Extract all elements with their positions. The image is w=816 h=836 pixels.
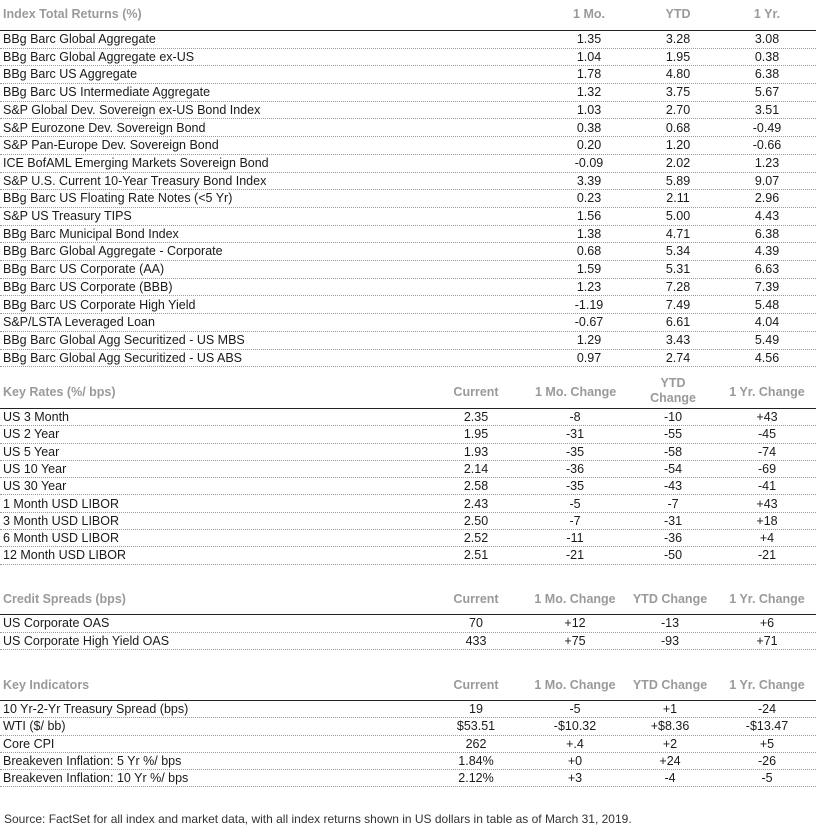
row-value: -$13.47 [745, 719, 789, 734]
row-value: -74 [757, 444, 777, 459]
row-value: -43 [663, 479, 683, 494]
row-value: -41 [757, 479, 777, 494]
row-value: 1.04 [576, 49, 602, 64]
row-value: 0.38 [576, 120, 602, 135]
row-value: +18 [756, 513, 778, 528]
row-value: -58 [663, 444, 683, 459]
row-label: Core CPI [3, 736, 55, 751]
row-label: S&P Pan-Europe Dev. Sovereign Bond [3, 138, 219, 153]
row-value: 1.84% [458, 753, 494, 768]
table-row [0, 173, 816, 191]
table-row [0, 137, 816, 155]
row-value: 5.89 [665, 173, 691, 188]
row-value: 6.38 [754, 67, 780, 82]
row-value: -5 [569, 702, 581, 716]
table-row [0, 66, 816, 84]
row-value: +75 [564, 633, 586, 648]
row-value: -7 [667, 496, 679, 511]
row-value: -35 [565, 444, 585, 459]
row-value: +24 [659, 753, 681, 768]
row-label: S&P Global Dev. Sovereign ex-US Bond Index [3, 102, 261, 117]
row-value: +5 [759, 736, 775, 751]
key-rates-title: Key Rates (%/ bps) [3, 385, 116, 399]
row-value: 2.52 [463, 531, 489, 546]
row-value: -36 [663, 531, 683, 546]
row-value: 4.39 [754, 244, 780, 259]
row-value: 1.35 [576, 32, 602, 46]
row-value: 5.49 [754, 332, 780, 347]
row-label: BBg Barc Global Agg Securitized - US ABS [3, 350, 243, 365]
row-value: 0.20 [576, 138, 602, 153]
row-value: 7.39 [754, 279, 780, 294]
row-value: 3.08 [754, 32, 780, 46]
row-label: Breakeven Inflation: 10 Yr %/ bps [3, 771, 189, 786]
row-value: 2.43 [463, 496, 489, 511]
row-value: 2.74 [665, 350, 691, 365]
row-value: 9.07 [754, 173, 780, 188]
table-row [0, 444, 816, 461]
table-row [0, 314, 816, 332]
row-value: +.4 [566, 736, 584, 751]
index-returns-title: Index Total Returns (%) [3, 7, 142, 21]
table-row [0, 753, 816, 770]
row-value: 4.04 [754, 315, 780, 330]
col-current: Current [453, 678, 499, 692]
table-row [0, 530, 816, 547]
col-ytd-change: YTD Change [632, 592, 708, 606]
row-value: $53.51 [456, 719, 496, 734]
row-value: +43 [756, 410, 778, 424]
table-row [0, 102, 816, 120]
col-1yr-change: 1 Yr. Change [729, 678, 805, 692]
row-value: 6.61 [665, 315, 691, 330]
table-row [0, 31, 816, 49]
row-label: US 3 Month [3, 410, 70, 424]
row-value: -35 [565, 479, 585, 494]
row-value: 1.03 [576, 102, 602, 117]
row-value: +$8.36 [650, 719, 690, 734]
row-label: BBg Barc US Intermediate Aggregate [3, 85, 211, 100]
table-row [0, 736, 816, 753]
col-1mo: 1 Mo. [573, 7, 605, 21]
row-label: BBg Barc Municipal Bond Index [3, 226, 179, 241]
row-label: S&P Eurozone Dev. Sovereign Bond [3, 120, 206, 135]
row-value: -7 [569, 513, 581, 528]
row-label: S&P/LSTA Leveraged Loan [3, 315, 155, 330]
row-value: 2.96 [754, 191, 780, 206]
row-value: 1.93 [463, 444, 489, 459]
row-value: 5.34 [665, 244, 691, 259]
row-value: +2 [662, 736, 678, 751]
row-value: 70 [469, 616, 483, 630]
row-value: 1.38 [576, 226, 602, 241]
table-row [0, 701, 816, 718]
row-value: 1.95 [665, 49, 691, 64]
row-value: 2.11 [666, 191, 690, 206]
table-row [0, 496, 816, 513]
row-value: -0.67 [574, 315, 604, 330]
row-value: 433 [465, 633, 487, 648]
col-1mo-change: 1 Mo. Change [534, 592, 616, 606]
row-value: -10 [663, 410, 683, 424]
row-label: S&P U.S. Current 10-Year Treasury Bond Index [3, 173, 267, 188]
table-row [0, 279, 816, 297]
row-label: BBg Barc Global Aggregate [3, 32, 156, 46]
key-indicators-title: Key Indicators [3, 678, 90, 692]
row-label: S&P US Treasury TIPS [3, 209, 132, 223]
col-current: Current [453, 385, 499, 399]
row-value: +43 [756, 496, 778, 511]
row-value: -31 [565, 427, 585, 442]
table-row [0, 155, 816, 173]
row-value: 2.51 [463, 548, 489, 563]
col-1yr-change: 1 Yr. Change [729, 592, 805, 606]
row-value: 0.97 [576, 350, 602, 365]
row-value: -31 [663, 513, 683, 528]
row-label: BBg Barc US Aggregate [3, 67, 138, 82]
row-value: 4.43 [754, 209, 780, 223]
row-value: -1.19 [574, 297, 604, 312]
col-current: Current [453, 592, 499, 606]
table-row [0, 770, 816, 787]
source-note: Source: FactSet for all index and market data, with all index returns shown in US dollars in table as of March 31, 2019. [4, 812, 632, 826]
table-row [0, 478, 816, 495]
row-label: 1 Month USD LIBOR [3, 496, 120, 511]
credit-spreads-title: Credit Spreads (bps) [3, 592, 126, 606]
row-value: -93 [660, 633, 680, 648]
table-row [0, 615, 816, 633]
col-1mo-change: 1 Mo. Change [535, 385, 617, 399]
row-value: -0.66 [752, 138, 782, 153]
table-row [0, 261, 816, 279]
row-value: 1.56 [576, 209, 602, 223]
row-value: 6.38 [754, 226, 780, 241]
row-value: 7.49 [665, 297, 691, 312]
row-value: +3 [567, 771, 583, 786]
row-value: 4.71 [665, 226, 691, 241]
table-row [0, 226, 816, 244]
row-value: -69 [757, 461, 777, 476]
row-value: 6.63 [754, 262, 780, 277]
row-label: US 30 Year [3, 479, 67, 494]
row-value: 2.14 [463, 461, 489, 476]
row-value: -8 [569, 410, 581, 424]
row-label: US 10 Year [3, 461, 67, 476]
row-label: US 2 Year [3, 427, 60, 442]
row-value: 0.38 [754, 49, 780, 64]
index-returns-header [0, 5, 816, 31]
row-label: BBg Barc US Floating Rate Notes (<5 Yr) [3, 191, 233, 206]
row-label: WTI ($/ bb) [3, 719, 66, 734]
table-row [0, 350, 816, 368]
row-label: US Corporate OAS [3, 616, 110, 630]
table-row [0, 84, 816, 102]
row-label: 12 Month USD LIBOR [3, 548, 126, 563]
row-value: 2.02 [665, 155, 691, 170]
row-value: 5.48 [754, 297, 780, 312]
row-value: 4.80 [665, 67, 691, 82]
row-label: BBg Barc Global Aggregate - Corporate [3, 244, 223, 259]
table-row [0, 409, 816, 426]
row-value: -21 [565, 548, 585, 563]
credit-spreads-header [0, 590, 816, 615]
row-label: Breakeven Inflation: 5 Yr %/ bps [3, 753, 182, 768]
key-rates-header [0, 376, 816, 409]
row-label: BBg Barc Global Aggregate ex-US [3, 49, 195, 64]
row-value: 7.28 [665, 279, 691, 294]
row-label: BBg Barc US Corporate (BBB) [3, 279, 173, 294]
row-value: 0.68 [665, 120, 691, 135]
row-label: BBg Barc US Corporate High Yield [3, 297, 196, 312]
row-value: 3.28 [665, 32, 691, 46]
row-value: -$10.32 [553, 719, 597, 734]
row-value: 2.70 [665, 102, 691, 117]
row-value: 2.12% [458, 771, 494, 786]
row-value: 19 [469, 702, 483, 716]
table-row [0, 513, 816, 530]
row-label: BBg Barc Global Agg Securitized - US MBS [3, 332, 245, 347]
row-value: 1.95 [463, 427, 489, 442]
row-value: +4 [759, 531, 775, 546]
row-value: 1.23 [576, 279, 602, 294]
row-label: 3 Month USD LIBOR [3, 513, 120, 528]
table-row [0, 547, 816, 564]
row-value: -13 [660, 616, 680, 630]
table-row [0, 297, 816, 315]
row-label: 6 Month USD LIBOR [3, 531, 120, 546]
row-value: +1 [662, 702, 678, 716]
row-label: US 5 Year [3, 444, 60, 459]
table-row [0, 461, 816, 478]
row-value: 2.50 [463, 513, 489, 528]
row-value: -21 [757, 548, 777, 563]
row-value: 1.32 [576, 85, 602, 100]
row-value: -54 [663, 461, 683, 476]
row-value: 3.39 [576, 173, 602, 188]
row-value: 1.29 [576, 332, 602, 347]
row-value: 2.35 [463, 410, 489, 424]
table-row [0, 426, 816, 443]
row-value: 0.68 [576, 244, 602, 259]
row-value: -26 [757, 753, 777, 768]
row-value: -50 [663, 548, 683, 563]
row-value: -5 [569, 496, 581, 511]
table-row [0, 190, 816, 208]
table-row [0, 633, 816, 651]
col-1yr: 1 Yr. [753, 7, 781, 21]
row-value: 1.20 [665, 138, 691, 153]
row-label: US Corporate High Yield OAS [3, 633, 170, 648]
table-row [0, 243, 816, 261]
row-value: -55 [663, 427, 683, 442]
row-label: ICE BofAML Emerging Markets Sovereign Bond [3, 155, 269, 170]
table-row [0, 208, 816, 226]
row-value: 3.51 [754, 102, 780, 117]
col-ytd: YTD [665, 7, 691, 21]
key-indicators-header [0, 676, 816, 701]
row-value: -24 [757, 702, 777, 716]
row-value: -36 [565, 461, 585, 476]
row-value: 3.75 [665, 85, 691, 100]
row-value: 1.59 [576, 262, 602, 277]
row-value: +12 [564, 616, 586, 630]
col-ytd-change: YTD Change [632, 678, 708, 692]
col-ytd-change-label: Change [650, 391, 696, 405]
row-value: +0 [567, 753, 583, 768]
row-label: BBg Barc US Corporate (AA) [3, 262, 165, 277]
row-value: -4 [664, 771, 676, 786]
row-value: 5.67 [754, 85, 780, 100]
table-row [0, 49, 816, 67]
col-1yr-change: 1 Yr. Change [729, 385, 805, 399]
table-row [0, 332, 816, 350]
row-value: 0.23 [576, 191, 602, 206]
row-value: -0.09 [574, 155, 604, 170]
col-1mo-change: 1 Mo. Change [534, 678, 616, 692]
row-value: +71 [756, 633, 778, 648]
row-value: 5.31 [665, 262, 691, 277]
col-ytd-label: YTD [660, 376, 686, 390]
row-value: 262 [465, 736, 487, 751]
row-value: -11 [566, 531, 584, 546]
row-value: 1.78 [576, 67, 602, 82]
row-value: -0.49 [752, 120, 782, 135]
row-label: 10 Yr-2-Yr Treasury Spread (bps) [3, 702, 189, 716]
table-row [0, 718, 816, 735]
row-value: +6 [759, 616, 775, 630]
row-value: 3.43 [665, 332, 691, 347]
row-value: -5 [761, 771, 773, 786]
row-value: -45 [757, 427, 777, 442]
row-value: 2.58 [463, 479, 489, 494]
row-value: 1.23 [754, 155, 780, 170]
row-value: 4.56 [754, 350, 780, 365]
row-value: 5.00 [665, 209, 691, 223]
table-row [0, 120, 816, 138]
